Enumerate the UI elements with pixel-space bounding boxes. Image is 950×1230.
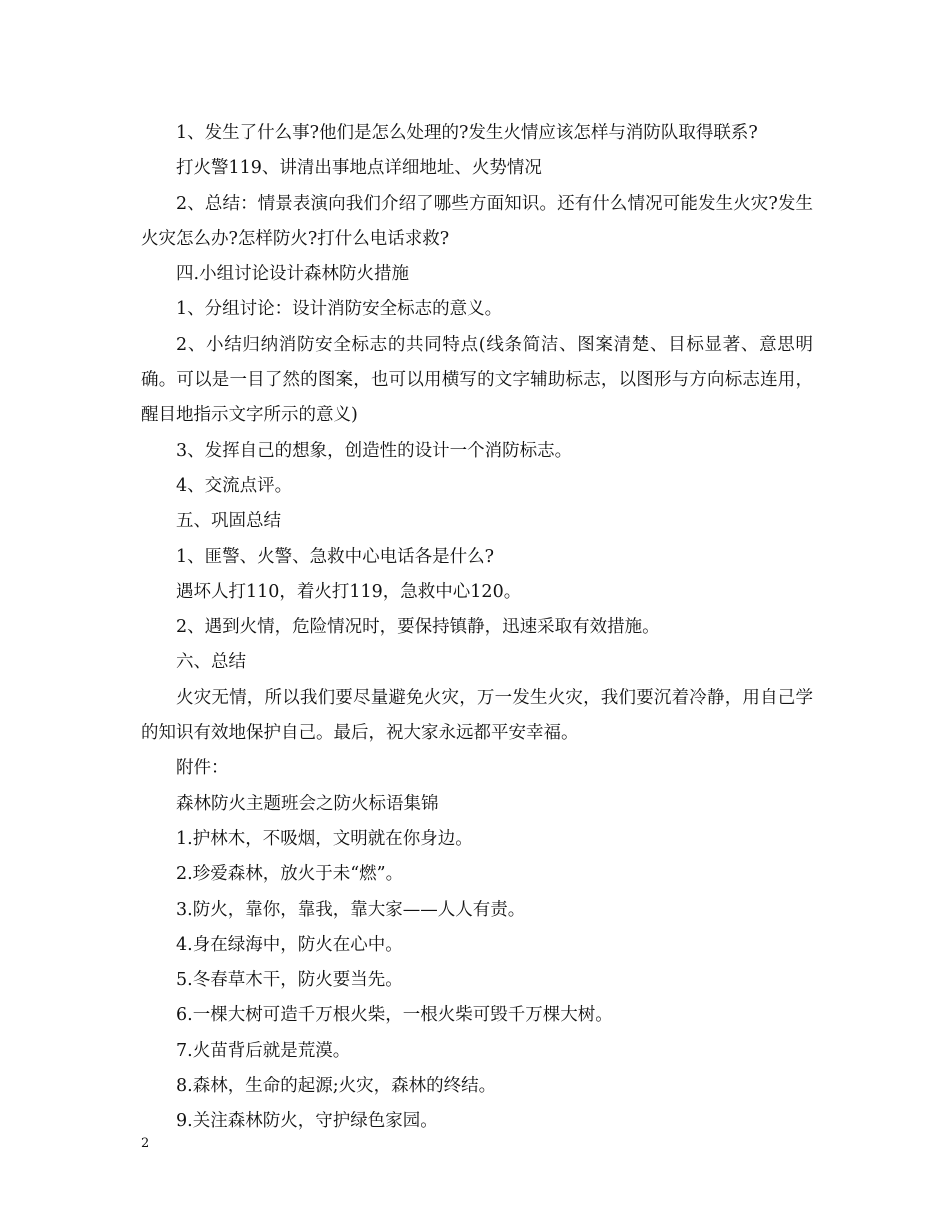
slogan-item: 9.关注森林防火，守护绿色家园。 (176, 1111, 438, 1132)
paragraph: 火灾无情，所以我们要尽量避免火灾，万一发生火灾，我们要沉着冷静，用自己学的知识有效地保护自己。最后，祝大家永远都平安幸福。 (141, 687, 813, 744)
paragraph: 遇坏人打110，着火打119，急救中心120。 (176, 581, 522, 602)
slogan-item: 5.冬春草木干，防火要当先。 (176, 970, 403, 991)
appendix-label: 附件： (176, 758, 229, 779)
paragraph: 2、总结：情景表演向我们介绍了哪些方面知识。还有什么情况可能发生火灾?发生火灾怎么办?怎样防火?打什么电话求救? (141, 193, 813, 249)
section-heading: 四.小组讨论设计森林防火措施 (176, 264, 410, 285)
section-heading: 六、总结 (176, 652, 246, 673)
slogan-item: 4.身在绿海中，防火在心中。 (176, 934, 403, 955)
slogan-item: 1.护林木，不吸烟，文明就在你身边。 (176, 828, 473, 849)
page-number: 2 (141, 1136, 150, 1151)
paragraph: 1、匪警、火警、急救中心电话各是什么? (176, 546, 495, 567)
slogan-item: 8.森林，生命的起源;火灾，森林的终结。 (176, 1076, 497, 1097)
paragraph: 打火警119、讲清出事地点详细地址、火势情况 (176, 158, 542, 179)
slogan-item: 3.防火，靠你，靠我，靠大家——人人有责。 (176, 899, 526, 920)
slogan-item: 7.火苗背后就是荒漠。 (176, 1040, 351, 1061)
slogan-item: 6.一棵大树可造千万根火柴，一根火柴可毁千万棵大树。 (176, 1005, 613, 1026)
section-heading: 五、巩固总结 (176, 511, 281, 532)
paragraph: 2、小结归纳消防安全标志的共同特点(线条简洁、图案清楚、目标显著、意思明确。可以是一目了然的图案，也可以用横写的文字辅助标志，以图形与方向标志连用，醒目地指示文字所示的意义) (141, 334, 813, 426)
paragraph: 1、发生了什么事?他们是怎么处理的?发生火情应该怎样与消防队取得联系? (176, 123, 758, 143)
slogan-item: 2.珍爱森林，放火于未“燃”。 (176, 864, 404, 885)
document-body (141, 116, 813, 1140)
appendix-title: 森林防火主题班会之防火标语集锦 (176, 793, 439, 814)
paragraph: 1、分组讨论：设计消防安全标志的意义。 (176, 299, 503, 320)
paragraph: 3、发挥自己的想象，创造性的设计一个消防标志。 (176, 440, 573, 461)
paragraph: 4、交流点评。 (176, 475, 293, 496)
paragraph: 2、遇到火情，危险情况时，要保持镇静，迅速采取有效措施。 (176, 617, 660, 638)
